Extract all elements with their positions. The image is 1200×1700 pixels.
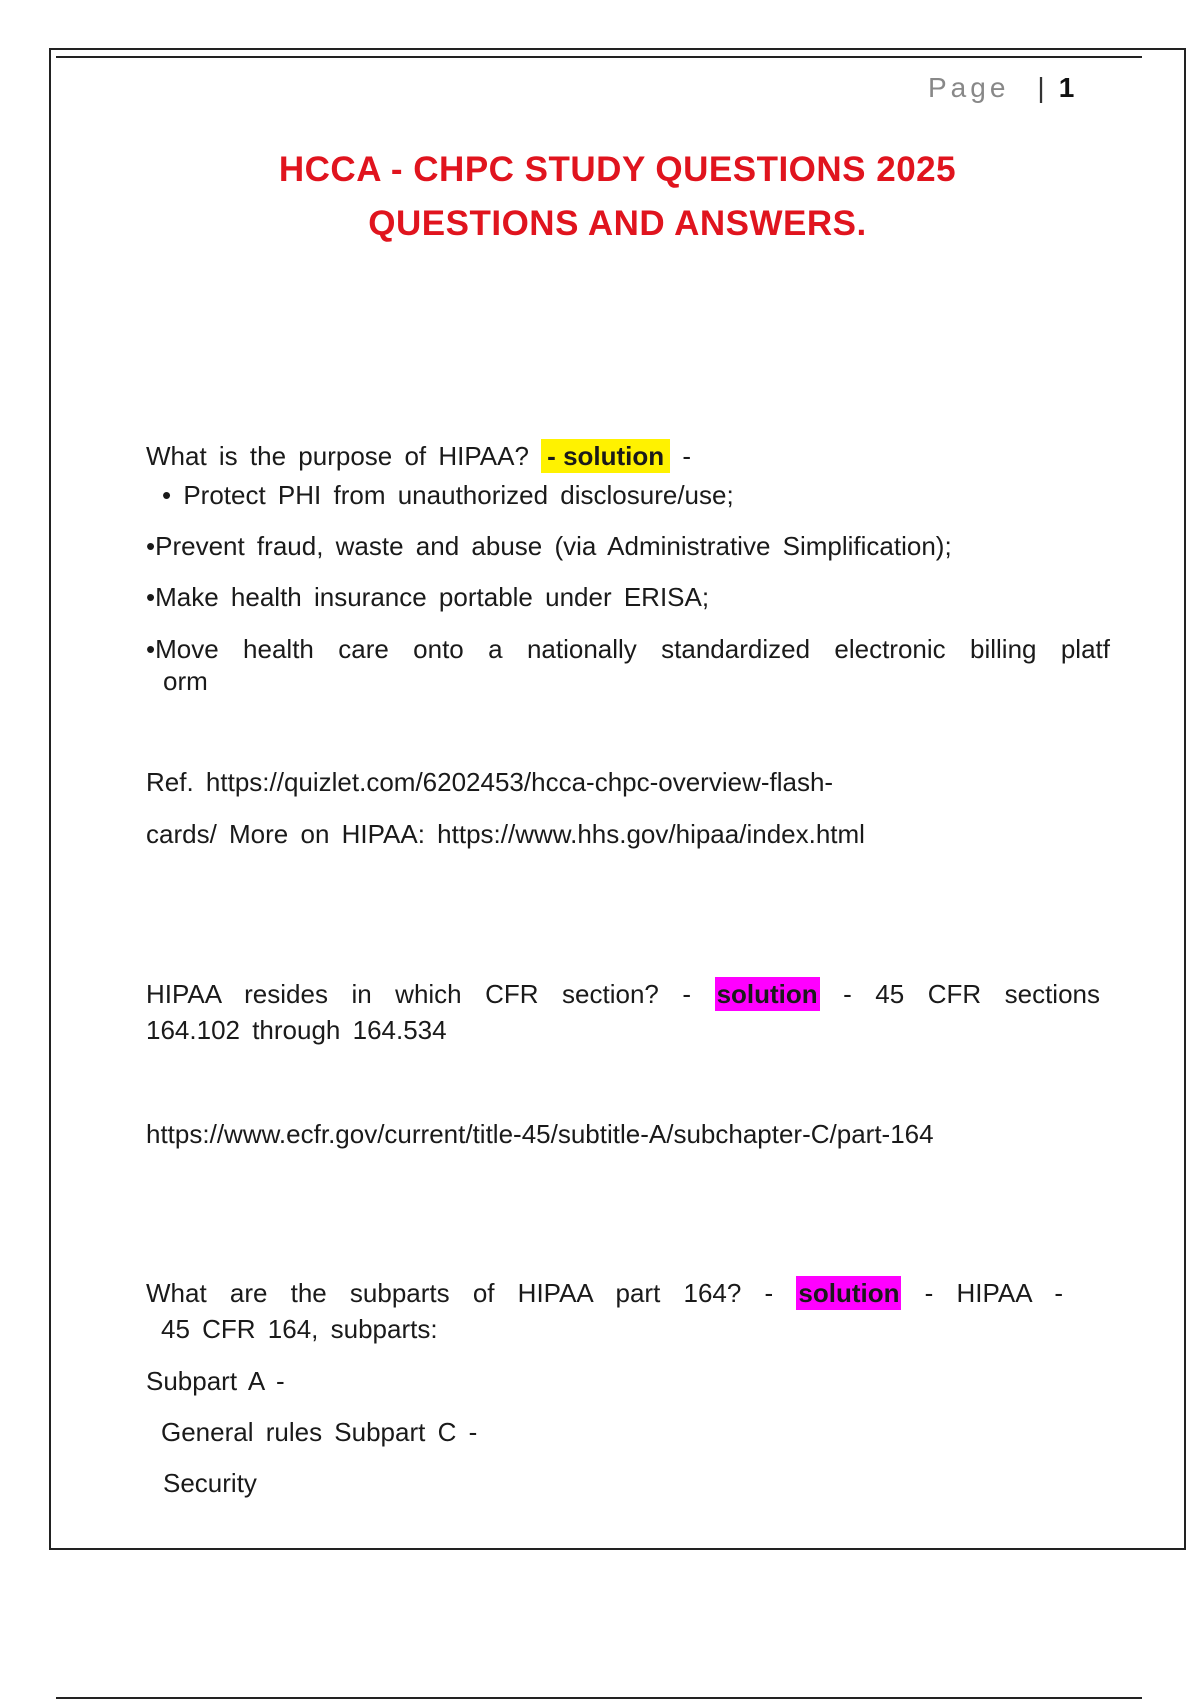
q1-solution-label: solution: [563, 441, 665, 471]
q2-dash-before: -: [682, 979, 692, 1009]
bullet-mark: •: [146, 634, 156, 664]
q2-question: HIPAA resides in which CFR section?: [146, 979, 659, 1009]
q3-security: Security: [163, 1468, 257, 1498]
q2-answer-line-2: 164.102 through 164.534: [146, 1015, 447, 1045]
q1-dash-before: -: [547, 441, 556, 471]
page-number: 1: [1058, 72, 1075, 103]
document-title-line-2: QUESTIONS AND ANSWERS.: [368, 204, 867, 243]
q3-answer-start: - HIPAA -: [924, 1278, 1063, 1308]
q1-bullet-3-text: Make health insurance portable under ERISA;: [155, 582, 710, 612]
q1-bullet-1: [162, 479, 734, 511]
q1-ref-line-2: cards/ More on HIPAA: https://www.hhs.gov/hipaa/index.html: [146, 819, 865, 849]
q1-bullet-2-text: Prevent fraud, waste and abuse (via Administrative Simplification);: [155, 531, 952, 561]
page-number-header: [928, 72, 1074, 104]
q3-solution-label: solution: [798, 1278, 900, 1308]
q1-bullet-4: [146, 633, 1110, 665]
top-rule: [56, 56, 1142, 58]
q3-subpart-c: General rules Subpart C -: [161, 1417, 478, 1447]
bullet-mark: •: [162, 480, 172, 510]
q3-subpart-a: Subpart A -: [146, 1366, 285, 1396]
q1-bullet-3: [146, 581, 709, 613]
document-title-line-1: HCCA - CHPC STUDY QUESTIONS 2025: [278, 150, 957, 189]
q3-question-line: [146, 1277, 1063, 1309]
bullet-mark: •: [146, 531, 156, 561]
bullet-mark: •: [146, 582, 156, 612]
q1-ref-line-1: Ref. https://quizlet.com/6202453/hcca-chpc-overview-flash-: [146, 767, 834, 797]
q2-answer-start: - 45 CFR sections: [843, 979, 1101, 1009]
q1-dash-after: -: [682, 441, 692, 471]
q3-dash-before: -: [764, 1278, 774, 1308]
q2-solution-label: solution: [716, 979, 818, 1009]
q3-question: What are the subparts of HIPAA part 164?: [146, 1278, 742, 1308]
page-label: Page: [928, 72, 1010, 103]
q1-question: What is the purpose of HIPAA?: [146, 441, 529, 471]
page-separator: |: [1037, 72, 1045, 103]
q1-question-line: [146, 440, 691, 472]
q1-bullet-1-text: Protect PHI from unauthorized disclosure/use;: [183, 480, 734, 510]
q1-bullet-2: [146, 530, 952, 562]
q2-ecfr-link[interactable]: https://www.ecfr.gov/current/title-45/subtitle-A/subchapter-C/part-164: [146, 1119, 934, 1149]
bottom-rule: [56, 1697, 1142, 1699]
q1-bullet-4-text: Move health care onto a nationally standardized electronic billing platf: [155, 634, 1110, 664]
q1-bullet-4-wrap: orm: [163, 666, 208, 696]
q3-answer-line-2: 45 CFR 164, subparts:: [161, 1314, 438, 1344]
q2-question-line: [146, 978, 1100, 1010]
q1-solution-highlight: [541, 439, 670, 473]
